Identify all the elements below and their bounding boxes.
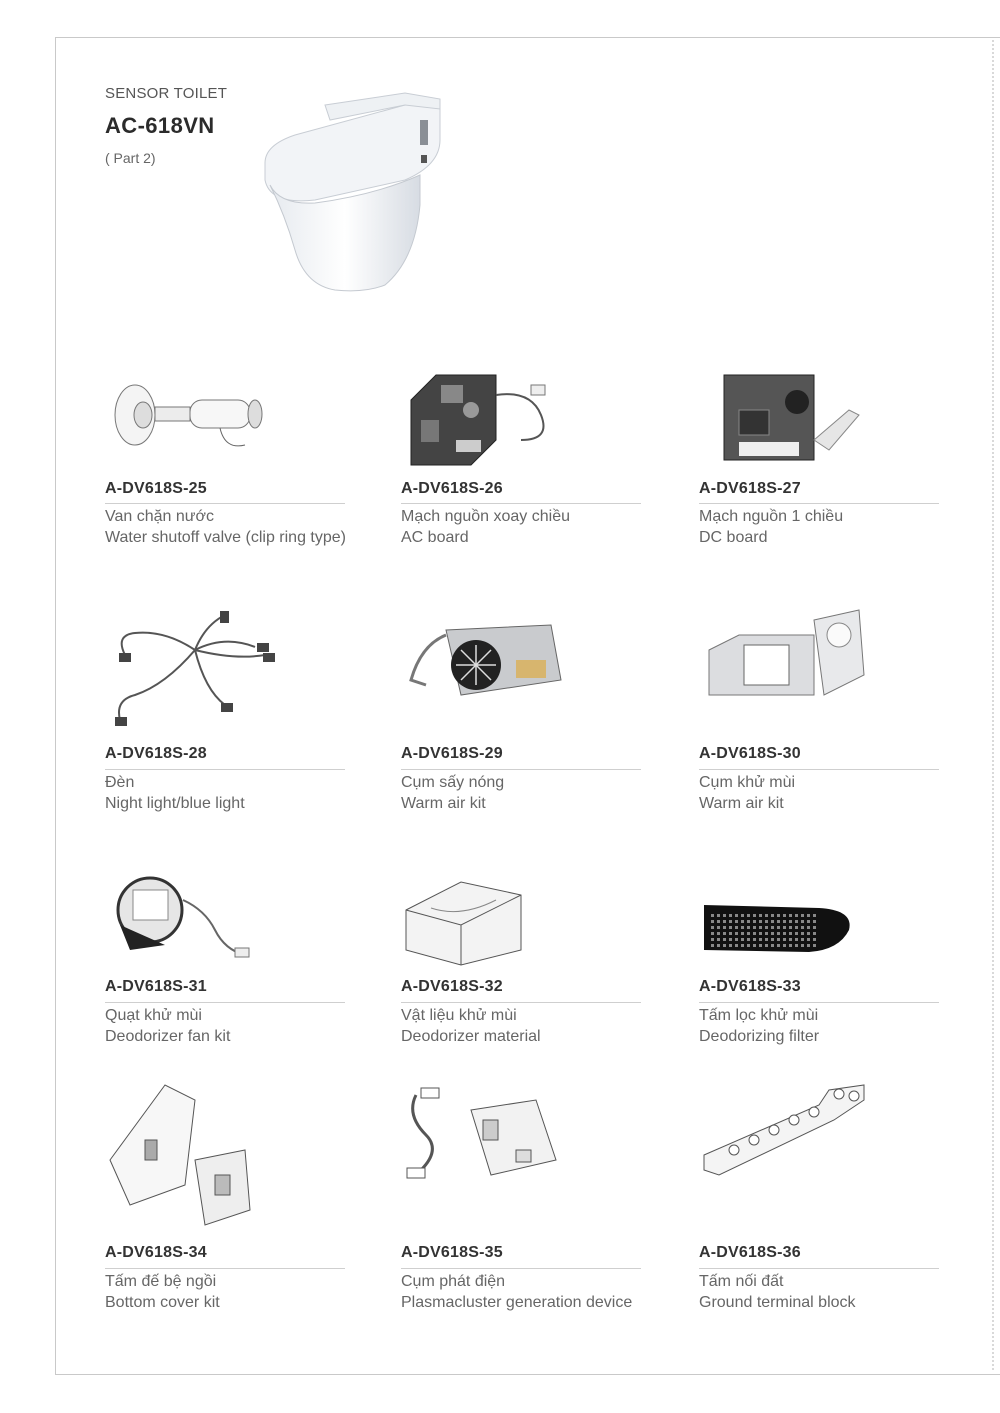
part-name-vietnamese: Cụm khử mùi — [699, 774, 796, 791]
toilet-image — [255, 85, 455, 295]
part-name-vietnamese: Mạch nguồn xoay chiều — [401, 508, 570, 525]
part-name-vietnamese: Quạt khử mùi — [105, 1007, 202, 1024]
part-name-english: Deodorizing filter — [699, 1028, 820, 1045]
water-valve-icon — [105, 370, 345, 480]
part-name-english: AC board — [401, 529, 469, 546]
part-code: A-DV618S-32 — [401, 978, 503, 995]
part-name-english: Deodorizer material — [401, 1028, 541, 1045]
deodorizer-fan-icon — [105, 870, 345, 980]
part-name-english: Plasmacluster generation device — [401, 1294, 633, 1311]
part-code: A-DV618S-35 — [401, 1244, 503, 1261]
deodorizer-block-icon — [401, 870, 641, 980]
part-code: A-DV618S-26 — [401, 480, 503, 497]
divider — [105, 1268, 345, 1269]
divider — [401, 1268, 641, 1269]
part-name-english: Water shutoff valve (clip ring type) — [105, 529, 346, 546]
divider — [105, 503, 345, 504]
part-code: A-DV618S-30 — [699, 745, 801, 762]
part-code: A-DV618S-36 — [699, 1244, 801, 1261]
part-name-english: Night light/blue light — [105, 795, 245, 812]
part-name-english: Deodorizer fan kit — [105, 1028, 231, 1045]
part-name-english: Warm air kit — [401, 795, 486, 812]
dc-board-icon — [699, 370, 939, 480]
part-name-english: DC board — [699, 529, 768, 546]
divider — [699, 1002, 939, 1003]
part-name-vietnamese: Tấm nối đất — [699, 1273, 784, 1290]
divider — [105, 769, 345, 770]
part-code: A-DV618S-29 — [401, 745, 503, 762]
night-light-wires-icon — [105, 605, 345, 715]
part-code: A-DV618S-27 — [699, 480, 801, 497]
divider — [699, 503, 939, 504]
part-name-english: Bottom cover kit — [105, 1294, 220, 1311]
part-name-vietnamese: Cụm phát điện — [401, 1273, 506, 1290]
part-name-english: Warm air kit — [699, 795, 784, 812]
ac-board-icon — [401, 370, 641, 480]
filter-icon — [699, 870, 939, 980]
part-code: A-DV618S-34 — [105, 1244, 207, 1261]
part-code: A-DV618S-31 — [105, 978, 207, 995]
ground-terminal-icon — [699, 1080, 939, 1190]
product-category: SENSOR TOILET — [105, 85, 228, 102]
divider — [401, 769, 641, 770]
plasmacluster-icon — [401, 1080, 641, 1190]
part-name-vietnamese: Van chặn nước — [105, 508, 214, 525]
part-code: A-DV618S-28 — [105, 745, 207, 762]
warm-air-fan-icon — [401, 605, 641, 715]
part-name-vietnamese: Cụm sấy nóng — [401, 774, 505, 791]
part-name-vietnamese: Mạch nguồn 1 chiều — [699, 508, 844, 525]
part-label: ( Part 2) — [105, 150, 156, 166]
part-name-vietnamese: Vật liệu khử mùi — [401, 1007, 517, 1024]
deodorizer-unit-icon — [699, 605, 939, 715]
divider — [401, 503, 641, 504]
part-name-vietnamese: Tấm đế bệ ngồi — [105, 1273, 217, 1290]
part-name-english: Ground terminal block — [699, 1294, 856, 1311]
part-name-vietnamese: Tấm lọc khử mùi — [699, 1007, 819, 1024]
product-model: AC-618VN — [105, 113, 215, 138]
part-code: A-DV618S-33 — [699, 978, 801, 995]
part-name-vietnamese: Đèn — [105, 774, 135, 791]
divider — [105, 1002, 345, 1003]
divider — [699, 769, 939, 770]
part-code: A-DV618S-25 — [105, 480, 207, 497]
page-edge-dots — [992, 40, 996, 1370]
bottom-cover-icon — [105, 1080, 345, 1190]
divider — [699, 1268, 939, 1269]
divider — [401, 1002, 641, 1003]
